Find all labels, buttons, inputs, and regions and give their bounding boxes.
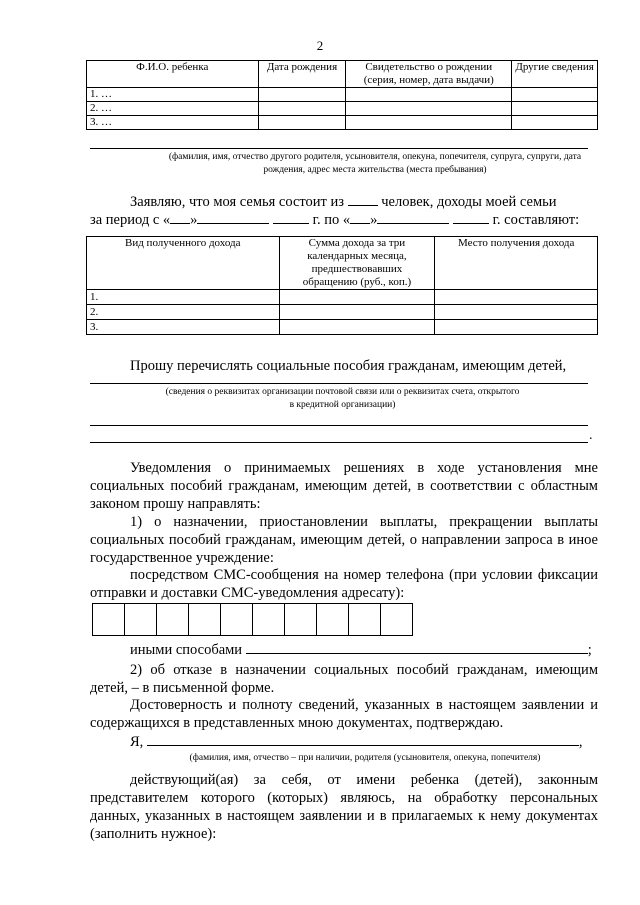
period-text-a: за период с « bbox=[90, 212, 171, 228]
phone-digit-box[interactable] bbox=[380, 603, 413, 636]
table-row bbox=[87, 320, 598, 335]
name-note: (фамилия, имя, отчество – при наличии, родителя (усыновителя, опекуна, попечителя) bbox=[189, 753, 541, 763]
income-place-cell[interactable] bbox=[435, 290, 598, 305]
period-to-month-field[interactable] bbox=[377, 223, 449, 224]
income-row-label: 1. bbox=[87, 290, 280, 305]
period-text-e: г. составляют: bbox=[492, 212, 580, 228]
period-to-year-field[interactable] bbox=[453, 223, 489, 224]
other-ways-line bbox=[130, 641, 598, 659]
period-from-day-field[interactable] bbox=[170, 223, 190, 224]
period-text-d: » bbox=[370, 212, 378, 228]
other-info-cell[interactable] bbox=[512, 116, 598, 130]
birth-date-cell[interactable] bbox=[258, 102, 346, 116]
birth-date-cell[interactable] bbox=[258, 116, 346, 130]
header-income-sum: Сумма дохода за три календарных месяца, предшествовавших обращению (руб., коп.) bbox=[279, 237, 435, 290]
other-parent-note: (фамилия, имя, отчество другого родителя, усыновителя, опекуна, попечителя, супруга, супруги, дата рождения, адрес места жительства (места пребывания) bbox=[168, 152, 582, 175]
page-number: 2 bbox=[316, 38, 324, 53]
requisites-field-3[interactable] bbox=[90, 442, 588, 443]
transfer-request: Прошу перечислять социальные пособия гражданам, имеющим детей, bbox=[130, 358, 567, 374]
certificate-cell[interactable] bbox=[346, 116, 512, 130]
applicant-line bbox=[130, 733, 598, 751]
period-text-b: » bbox=[190, 212, 198, 228]
phone-digit-box[interactable] bbox=[124, 603, 157, 636]
phone-digit-box[interactable] bbox=[188, 603, 221, 636]
other-info-cell[interactable] bbox=[512, 88, 598, 102]
phone-digit-box[interactable] bbox=[316, 603, 349, 636]
family-size-field[interactable] bbox=[348, 205, 378, 206]
table-row bbox=[87, 305, 598, 320]
confirmation-text: Достоверность и полноту сведений, указанных в настоящем заявлении и содержащихся в представленных мною документах, подтверждаю. bbox=[90, 697, 598, 731]
i-label: Я, bbox=[130, 734, 144, 750]
child-row-label: 3. … bbox=[87, 116, 259, 130]
certificate-cell[interactable] bbox=[346, 88, 512, 102]
requisites-field-2[interactable] bbox=[90, 425, 588, 426]
child-row-label: 1. … bbox=[87, 88, 259, 102]
table-row bbox=[87, 88, 598, 102]
table-row bbox=[87, 102, 598, 116]
income-place-cell[interactable] bbox=[435, 320, 598, 335]
sms-text: посредством СМС-сообщения на номер телефона (при условии фиксации отправки и доставки СМС-уведомления адресату): bbox=[90, 567, 598, 601]
family-text-b: человек, доходы моей семьи bbox=[381, 194, 557, 210]
family-size-line bbox=[130, 193, 598, 211]
semicolon: ; bbox=[587, 642, 592, 658]
header-income-type: Вид полученного дохода bbox=[87, 237, 280, 290]
header-income-place: Место получения дохода bbox=[435, 237, 598, 290]
certificate-cell[interactable] bbox=[346, 102, 512, 116]
requisites-note: (сведения о реквизитах организации почтовой связи или о реквизитах счета, открытого в кредитной организации) bbox=[165, 387, 520, 410]
income-sum-cell[interactable] bbox=[279, 305, 435, 320]
income-sum-cell[interactable] bbox=[279, 320, 435, 335]
child-row-label: 2. … bbox=[87, 102, 259, 116]
period-from-month-field[interactable] bbox=[197, 223, 269, 224]
table-row bbox=[87, 290, 598, 305]
period-to-day-field[interactable] bbox=[350, 223, 370, 224]
income-table bbox=[86, 236, 598, 335]
phone-number-boxes bbox=[92, 603, 412, 636]
period-line bbox=[90, 211, 598, 229]
notification-item-2: 2) об отказе в назначении социальных пособий гражданам, имеющим детей, – в письменной форме. bbox=[90, 662, 598, 696]
income-row-label: 3. bbox=[87, 320, 280, 335]
other-info-cell[interactable] bbox=[512, 102, 598, 116]
income-place-cell[interactable] bbox=[435, 305, 598, 320]
requisites-field[interactable] bbox=[90, 383, 588, 384]
header-other-info: Другие сведения bbox=[512, 61, 598, 88]
period-from-year-field[interactable] bbox=[273, 223, 309, 224]
income-table-header bbox=[87, 237, 598, 290]
applicant-name-field[interactable] bbox=[147, 745, 579, 746]
comma: , bbox=[578, 734, 583, 750]
period-text-c: г. по « bbox=[312, 212, 351, 228]
other-ways-label: иными способами bbox=[130, 642, 243, 658]
other-parent-field[interactable] bbox=[90, 148, 588, 149]
notification-intro: Уведомления о принимаемых решениях в ходе установления мне социальных пособий гражданам, имеющим детей, в соответствии с областным законом прошу направлять: bbox=[90, 460, 598, 512]
children-table bbox=[86, 60, 598, 130]
family-text-a: Заявляю, что моя семья состоит из bbox=[130, 194, 344, 210]
phone-digit-box[interactable] bbox=[92, 603, 125, 636]
income-row-label: 2. bbox=[87, 305, 280, 320]
phone-digit-box[interactable] bbox=[348, 603, 381, 636]
header-birth-date: Дата рождения bbox=[258, 61, 346, 88]
phone-digit-box[interactable] bbox=[284, 603, 317, 636]
consent-text: действующий(ая) за себя, от имени ребенка (детей), законным представителем которого (которых) являюсь, на обработку персональных данных, указанных в настоящем заявлении и в прилагаемых к нему документах (заполнить нужное): bbox=[90, 772, 598, 842]
children-table-header bbox=[87, 61, 598, 88]
notification-item-1: 1) о назначении, приостановлении выплаты, прекращении выплаты социальных пособий гражданам, имеющим детей, о направлении запроса в иное государственное учреждение: bbox=[90, 514, 598, 566]
birth-date-cell[interactable] bbox=[258, 88, 346, 102]
table-row bbox=[87, 116, 598, 130]
header-child-name: Ф.И.О. ребенка bbox=[87, 61, 259, 88]
period-mark: . bbox=[589, 428, 593, 443]
header-birth-certificate: Свидетельство о рождении (серия, номер, дата выдачи) bbox=[346, 61, 512, 88]
income-sum-cell[interactable] bbox=[279, 290, 435, 305]
phone-digit-box[interactable] bbox=[252, 603, 285, 636]
phone-digit-box[interactable] bbox=[156, 603, 189, 636]
other-ways-field[interactable] bbox=[246, 653, 588, 654]
phone-digit-box[interactable] bbox=[220, 603, 253, 636]
